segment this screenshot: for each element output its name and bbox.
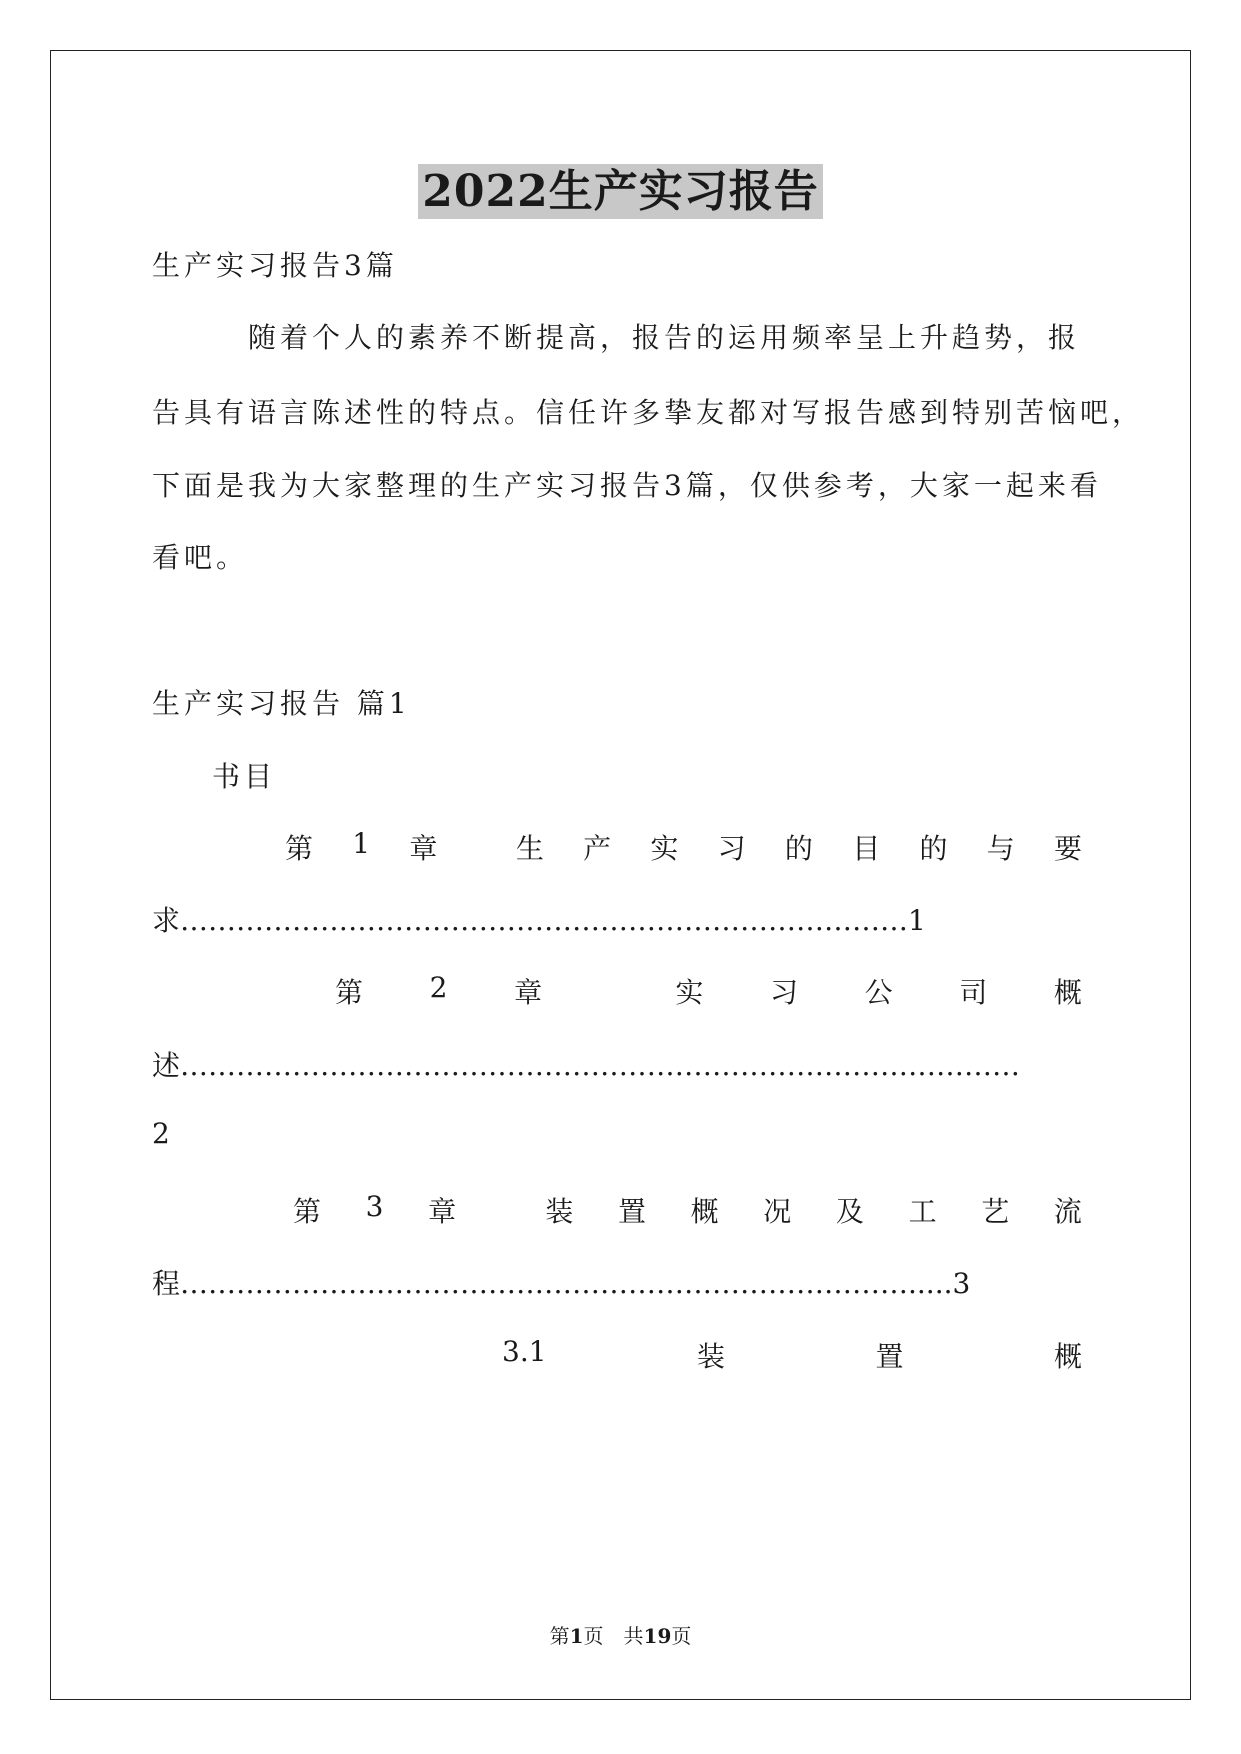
- footer-total-pages: 19: [643, 1624, 672, 1648]
- footer-suffix: 页: [671, 1624, 692, 1648]
- toc-ch2-word: 2: [429, 971, 448, 1004]
- toc-ch3-word: 流: [1053, 1195, 1082, 1228]
- document-title-wrap: [0, 155, 1241, 219]
- toc-ch1-word: 1: [352, 827, 371, 860]
- toc-ch2-word: 司: [959, 976, 988, 1009]
- toc-ch2-word: 实: [675, 976, 704, 1009]
- toc-ch1-word: 生: [515, 832, 544, 865]
- toc-ch2-word: 公: [864, 976, 893, 1009]
- toc-ch1-word: 目: [852, 832, 881, 865]
- toc-ch2-page: 2: [152, 1117, 174, 1150]
- footer-prefix: 第: [549, 1624, 570, 1648]
- intro-line-2: 告具有语言陈述性的特点。信任许多挚友都对写报告感到特别苦恼吧，: [152, 396, 1145, 429]
- toc-ch3-word: 置: [618, 1195, 647, 1228]
- toc-ch3-leader: 程…………………………………………………………………….....3: [152, 1267, 971, 1300]
- toc-ch3-word: 章: [428, 1195, 457, 1228]
- toc-sec31-word: 3.1: [502, 1335, 547, 1368]
- toc-sec31-word: 置: [875, 1340, 904, 1373]
- toc-label: 书目: [212, 760, 277, 793]
- page-border: [50, 50, 1191, 1700]
- footer-mid: 页 共: [583, 1624, 644, 1648]
- intro-line-3: 下面是我为大家整理的生产实习报告3篇，仅供参考，大家一起来看: [152, 469, 1102, 502]
- toc-ch1-word: 习: [717, 832, 746, 865]
- footer-page-number: 1: [569, 1624, 584, 1648]
- toc-ch1-word: 的: [784, 832, 813, 865]
- toc-ch1-word: 要: [1053, 832, 1082, 865]
- toc-sec31-word: 装: [697, 1340, 726, 1373]
- toc-ch2-word: 习: [770, 976, 799, 1009]
- toc-ch1-word: 章: [409, 832, 438, 865]
- section-heading: 生产实习报告 篇1: [152, 687, 411, 720]
- intro-line-4: 看吧。: [152, 541, 249, 574]
- page-footer: [0, 1620, 1241, 1649]
- toc-ch3-word: 及: [835, 1195, 864, 1228]
- toc-sec31-word: 概: [1053, 1340, 1082, 1373]
- intro-line-1: 随着个人的素养不断提高，报告的运用频率呈上升趋势，报: [248, 321, 1081, 354]
- toc-ch3-word: 况: [763, 1195, 792, 1228]
- toc-ch3-word: 装: [545, 1195, 574, 1228]
- toc-ch2-title: [335, 971, 1082, 1011]
- toc-ch3-word: 第: [293, 1195, 322, 1228]
- toc-ch1-word: 的: [919, 832, 948, 865]
- subtitle: 生产实习报告3篇: [152, 249, 398, 282]
- toc-ch3-word: 艺: [981, 1195, 1010, 1228]
- toc-ch1-leader: 求……………………………………………………………………1: [152, 904, 926, 937]
- document-title: 2022生产实习报告: [418, 164, 822, 219]
- toc-ch2-word: 第: [335, 976, 364, 1009]
- toc-ch1-word: 第: [285, 832, 314, 865]
- toc-ch2-leader: 述………………………………………………………………………………: [152, 1049, 1021, 1082]
- toc-ch1-word: 产: [583, 832, 612, 865]
- toc-ch1-word: 实: [650, 832, 679, 865]
- toc-ch3-title: [293, 1190, 1082, 1230]
- toc-sec31-title: [502, 1335, 1082, 1375]
- toc-ch2-word: 章: [514, 976, 543, 1009]
- toc-ch2-word: 概: [1053, 976, 1082, 1009]
- toc-ch3-word: 工: [908, 1195, 937, 1228]
- toc-ch1-title: [285, 827, 1082, 867]
- toc-ch1-word: 与: [986, 832, 1015, 865]
- toc-ch3-word: 3: [365, 1190, 384, 1223]
- toc-ch3-word: 概: [690, 1195, 719, 1228]
